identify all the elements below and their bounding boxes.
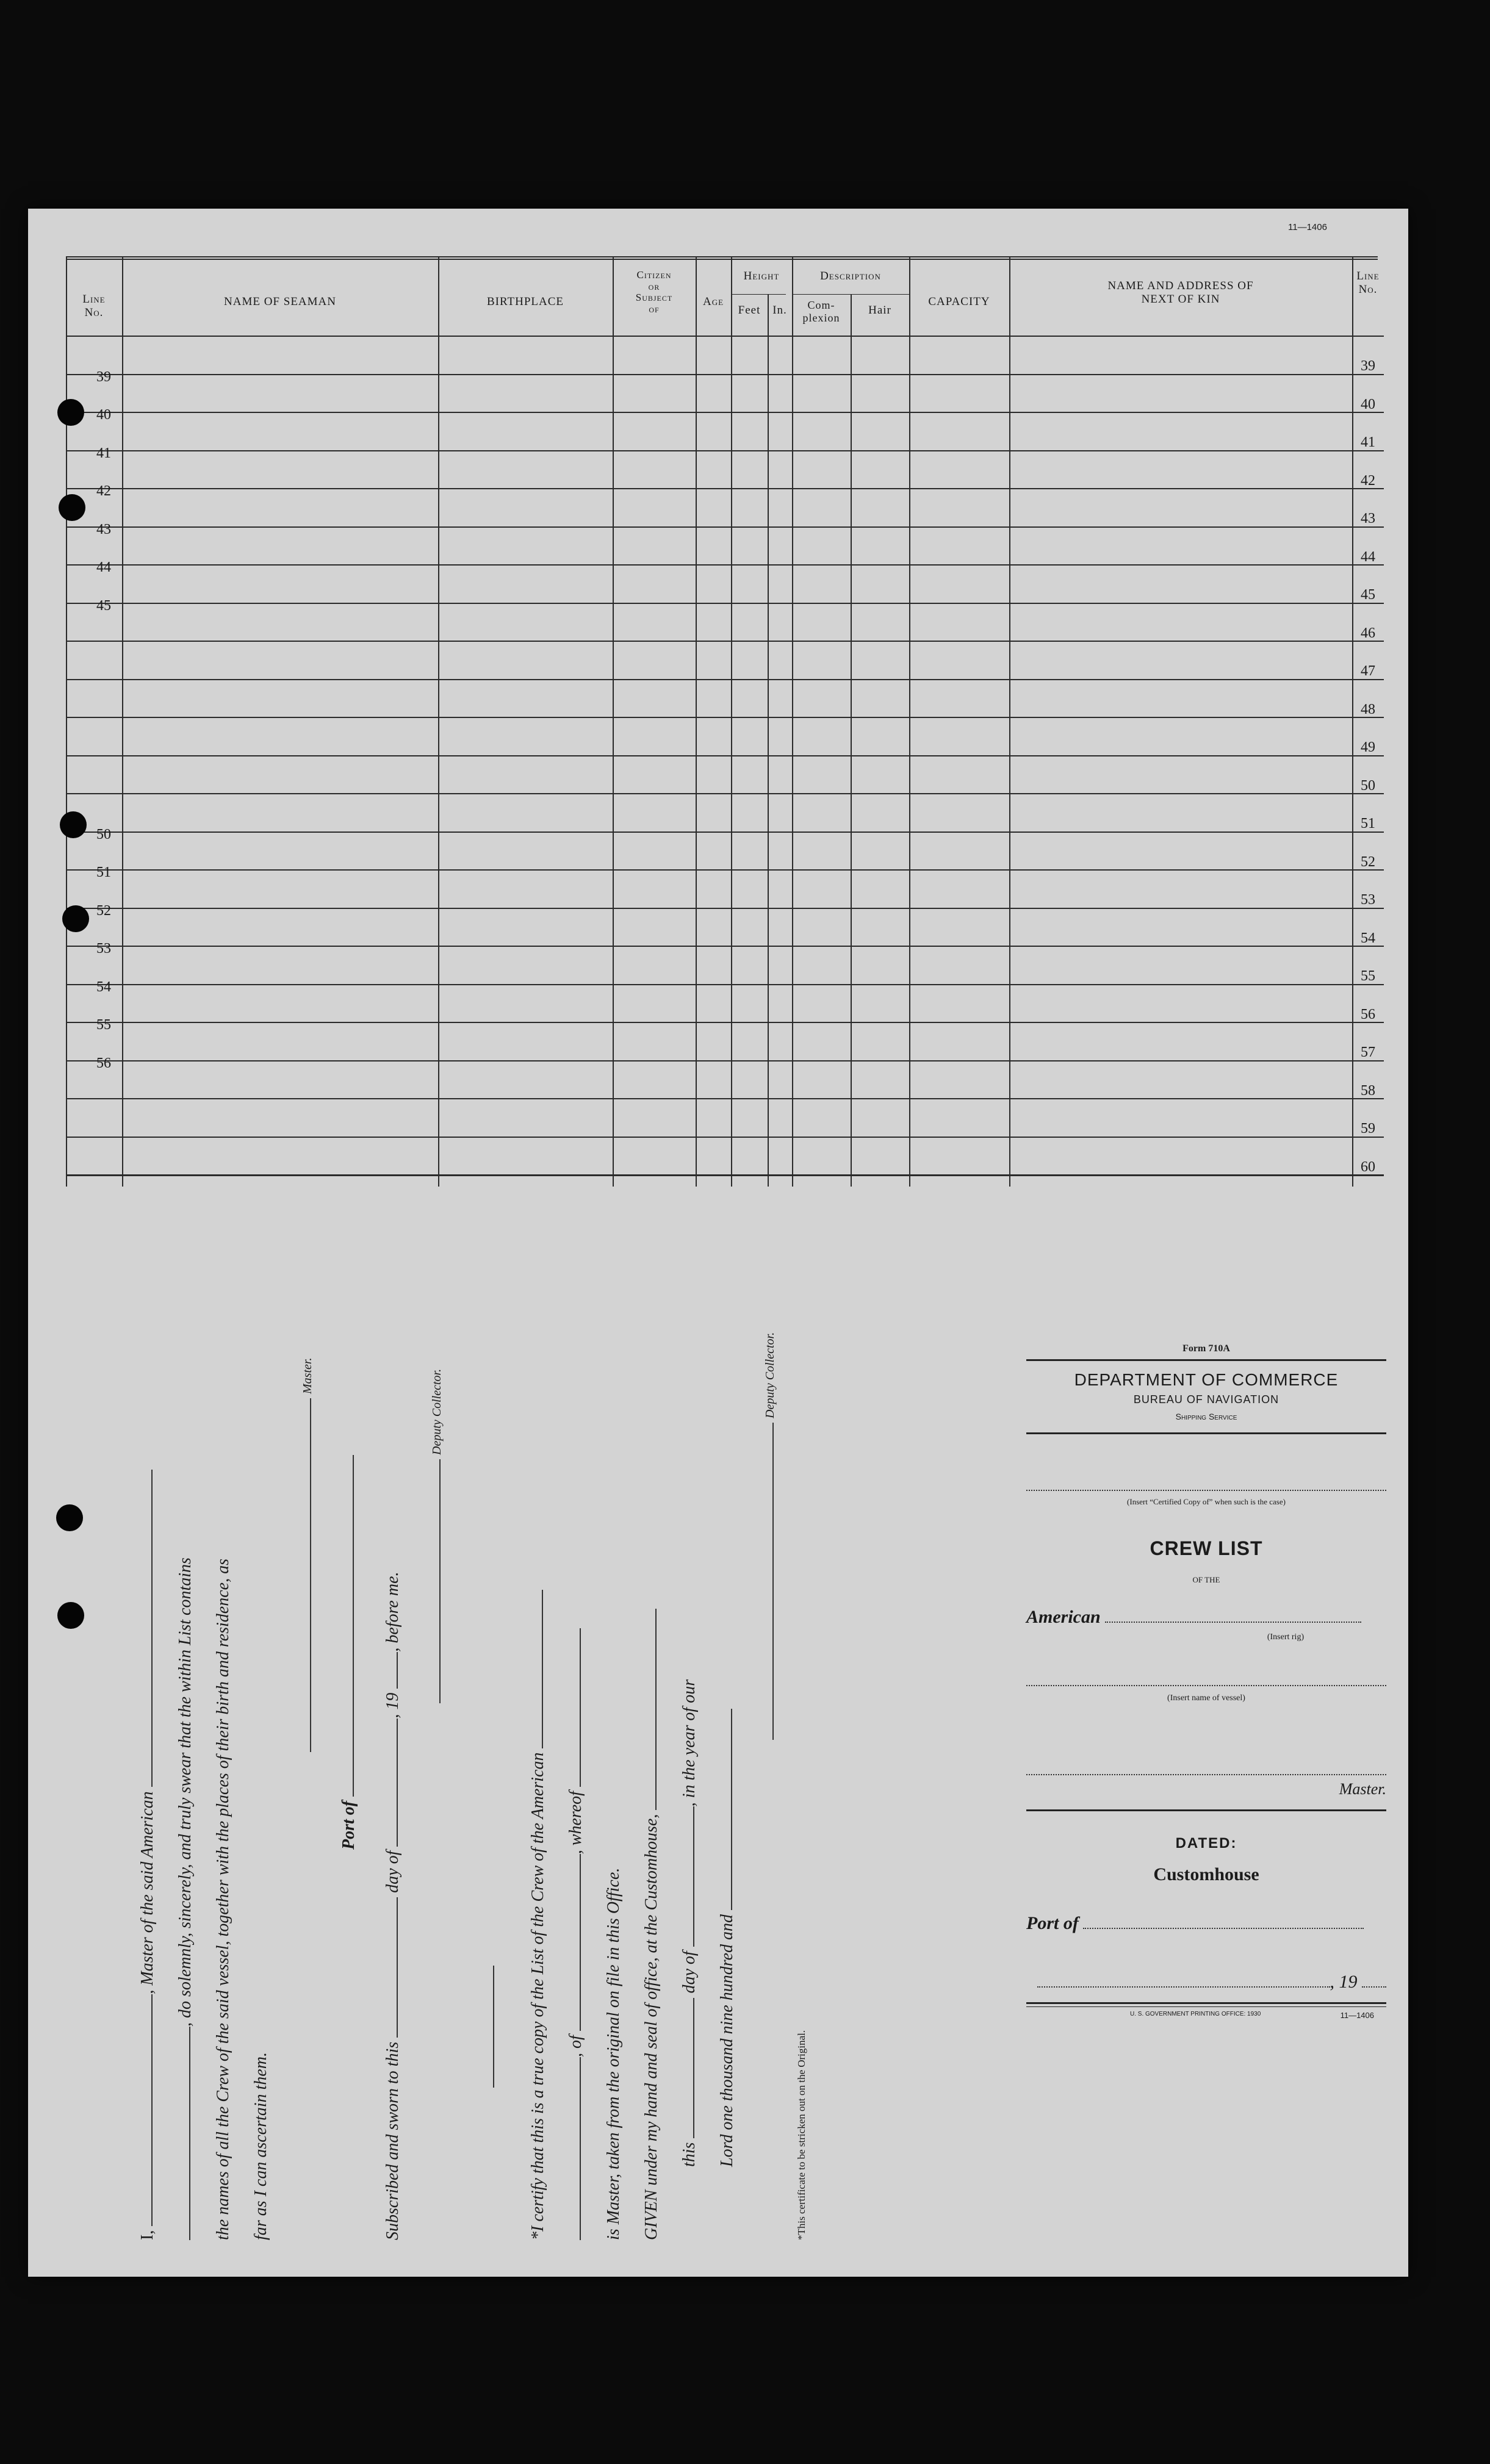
cert-blank-b[interactable] [580, 1854, 581, 2031]
table-top-rule [66, 256, 1378, 257]
row-rule [66, 869, 1384, 871]
divider [480, 1966, 499, 2088]
footnote: *This certificate to be stricken out on the Original. [796, 2030, 807, 2240]
master-signature-line[interactable] [310, 1398, 311, 1752]
line-number-left: 55 [96, 1017, 111, 1033]
height-sub-rule [731, 294, 786, 295]
deputy-signature-line-1[interactable] [439, 1459, 441, 1703]
line-number-right: 40 [1361, 396, 1375, 412]
row-rule [66, 1098, 1384, 1099]
vessel-name-line[interactable] [1026, 1685, 1386, 1686]
deputy-collector-1: Deputy Collector. [426, 1369, 445, 1703]
row-rule [66, 412, 1384, 413]
line-number-left: 52 [96, 902, 111, 919]
header-citizen: Citizen or Subject of [635, 269, 673, 315]
col-rule [438, 256, 439, 1187]
line-number-right: 58 [1361, 1082, 1375, 1099]
header-age: Age [702, 295, 724, 308]
line-number-right: 59 [1361, 1121, 1375, 1137]
row-rule [66, 1060, 1384, 1061]
form-710a: Form 710A [1182, 1343, 1230, 1354]
cert-line-1: *I certify that this is a true copy of the List of the Crew of the American [528, 1590, 548, 2240]
line-number-left: 45 [96, 597, 111, 614]
line-number-left: 40 [96, 407, 111, 423]
row-rule [66, 1174, 1384, 1176]
panel-year-blank[interactable] [1362, 1986, 1386, 1988]
row-rule [66, 603, 1384, 604]
col-rule [731, 256, 732, 1187]
line-number-left: 41 [96, 445, 111, 461]
line-number-left: 42 [96, 483, 111, 499]
col-rule [613, 256, 614, 1187]
col-rule [851, 294, 852, 1187]
line-number-right: 46 [1361, 625, 1375, 641]
panel-port-of: Port of [1026, 1913, 1386, 1934]
line-number-right: 51 [1361, 816, 1375, 832]
form-number-top: 11—1406 [1288, 222, 1327, 232]
cert-blank-a[interactable] [580, 2057, 581, 2240]
of-the: OF THE [1192, 1575, 1220, 1584]
header-description: Description [820, 270, 881, 282]
line-number-right: 60 [1361, 1158, 1375, 1175]
header-name-of-seaman: NAME OF SEAMAN [224, 295, 336, 308]
header-line-no-left: Line No. [82, 293, 106, 319]
master-line[interactable] [1026, 1774, 1386, 1775]
cert-month-blank[interactable] [693, 1806, 694, 1947]
header-hair: Hair [868, 304, 891, 317]
row-rule [66, 755, 1384, 756]
master-name-blank[interactable] [151, 1994, 153, 2226]
header-complexion: Com- plexion [802, 299, 840, 324]
line-number-right: 41 [1361, 434, 1375, 451]
header-next-of-kin: NAME AND ADDRESS OF NEXT OF KIN [1107, 279, 1254, 306]
line-number-left: 53 [96, 941, 111, 957]
line-number-right: 50 [1361, 777, 1375, 794]
crew-list-sheet [28, 209, 1408, 2277]
panel-port-blank[interactable] [1083, 1928, 1364, 1929]
col-rule [1352, 256, 1353, 1187]
oath-line-3: the names of all the Crew of the said vessel, together with the places of their birth and residence, as [214, 1559, 232, 2240]
insert-vessel-note: (Insert name of vessel) [1167, 1694, 1245, 1703]
row-rule [66, 679, 1384, 680]
line-number-right: 39 [1361, 358, 1375, 375]
vessel-name-blank[interactable] [151, 1470, 153, 1787]
line-number-right: 48 [1361, 701, 1375, 717]
oath-port-of: Port of [339, 1455, 359, 1850]
row-rule [66, 984, 1384, 985]
line-number-left: 39 [96, 368, 111, 385]
oath-port-blank[interactable] [353, 1455, 354, 1797]
line-number-right: 55 [1361, 968, 1375, 985]
row-rule [66, 336, 1384, 337]
header-feet: Feet [738, 304, 761, 317]
line-number-right: 45 [1361, 587, 1375, 603]
panel-date-line: , 19 [1026, 1972, 1386, 1992]
line-number-right: 56 [1361, 1006, 1375, 1022]
cert-line-4: GIVEN under my hand and seal of office, at the Customhouse, [642, 1609, 661, 2240]
line-number-right: 42 [1361, 472, 1375, 489]
oath-line-4: far as I can ascertain them. [251, 2052, 270, 2240]
cert-vessel-blank[interactable] [542, 1590, 543, 1748]
cert-line-5: this day of , in the year of our [680, 1679, 699, 2167]
col-rule [696, 256, 697, 1187]
cert-line-6: Lord one thousand nine hundred and [718, 1709, 737, 2167]
sworn-line: Subscribed and sworn to this day of , 19 , before me. [383, 1571, 402, 2240]
line-number-right: 44 [1361, 548, 1375, 565]
cert-blank-c[interactable] [580, 1628, 581, 1787]
deputy-signature-line-2[interactable] [772, 1423, 774, 1740]
row-rule [66, 488, 1384, 489]
col-rule [122, 256, 123, 1187]
punch-hole [62, 905, 89, 932]
customhouse-label: Customhouse [1153, 1864, 1259, 1884]
punch-hole [57, 1602, 84, 1629]
line-number-left: 50 [96, 826, 111, 842]
punch-hole [59, 494, 85, 521]
punch-hole [56, 1504, 83, 1531]
line-number-left: 44 [96, 559, 111, 575]
header-in: In. [772, 304, 787, 317]
bureau-title: BUREAU OF NAVIGATION [1133, 1393, 1279, 1406]
shipping-service: Shipping Service [1175, 1412, 1237, 1421]
row-rule [66, 374, 1384, 375]
oath-line-1: I, , Master of the said American [138, 1470, 157, 2240]
line-number-right: 47 [1361, 663, 1375, 680]
col-rule [1009, 256, 1010, 1187]
row-rule [66, 793, 1384, 794]
line-number-left: 56 [96, 1055, 111, 1071]
header-height: Height [743, 270, 780, 282]
col-rule [909, 256, 910, 1187]
row-rule [66, 526, 1384, 528]
table-top-rule-2 [66, 259, 1378, 260]
punch-hole [60, 811, 87, 838]
cert-day-blank[interactable] [693, 1998, 694, 2138]
row-rule [66, 908, 1384, 909]
line-number-right: 43 [1361, 511, 1375, 527]
customhouse-blank[interactable] [655, 1609, 657, 1810]
row-rule [66, 717, 1384, 718]
line-number-right: 52 [1361, 853, 1375, 870]
oath-line-2: , do solemnly, sincerely, and truly swear that the within List contains [176, 1557, 195, 2240]
header-line-no-right: Line No. [1356, 270, 1380, 296]
row-rule [66, 641, 1384, 642]
crew-list-title: CREW LIST [1150, 1537, 1263, 1559]
sworn-year-blank[interactable] [397, 1652, 398, 1689]
cert-line-3: is Master, taken from the original on file in this Office. [604, 1867, 623, 2240]
deputy-collector-2: Deputy Collector. [759, 1332, 779, 1740]
certified-copy-line[interactable] [1026, 1490, 1386, 1491]
col-rule [792, 256, 793, 1187]
cert-line-2: , of , whereof [566, 1628, 586, 2240]
row-rule [66, 832, 1384, 833]
line-number-left: 43 [96, 521, 111, 537]
rig-blank[interactable] [1105, 1622, 1361, 1623]
dated-label: DATED: [1175, 1835, 1237, 1852]
line-number-right: 53 [1361, 892, 1375, 908]
row-rule [66, 1022, 1384, 1023]
header-birthplace: BIRTHPLACE [486, 295, 564, 308]
sworn-month-blank[interactable] [397, 1719, 398, 1847]
row-rule [66, 564, 1384, 566]
printer-line: U. S. GOVERNMENT PRINTING OFFICE: 1930 11—1406 [1130, 2011, 1374, 2020]
department-title: DEPARTMENT OF COMMERCE [1074, 1370, 1339, 1389]
punch-hole [57, 399, 84, 426]
insert-rig-note: (Insert rig) [1267, 1632, 1305, 1642]
crew-table [66, 256, 1384, 1187]
row-rule [66, 946, 1384, 947]
line-number-left: 51 [96, 864, 111, 880]
line-number-right: 54 [1361, 930, 1375, 946]
line-number-right: 57 [1361, 1044, 1375, 1061]
row-rule [66, 1137, 1384, 1138]
cert-year-blank[interactable] [731, 1709, 732, 1910]
row-rule [66, 450, 1384, 451]
master-signature: Master. [297, 1358, 316, 1752]
panel-date-blank[interactable] [1037, 1986, 1330, 1988]
header-capacity: CAPACITY [928, 295, 990, 308]
panel-master: Master. [1339, 1780, 1386, 1798]
line-number-right: 49 [1361, 739, 1375, 756]
col-rule [768, 294, 769, 1187]
oath-blank-2[interactable] [189, 2027, 190, 2240]
line-number-left: 54 [96, 979, 111, 995]
col-rule [66, 256, 67, 1187]
sworn-day-blank[interactable] [397, 1897, 398, 2038]
american-line: American [1026, 1607, 1386, 1628]
insert-certified-note: (Insert “Certified Copy of” when such is the case) [1127, 1497, 1286, 1506]
